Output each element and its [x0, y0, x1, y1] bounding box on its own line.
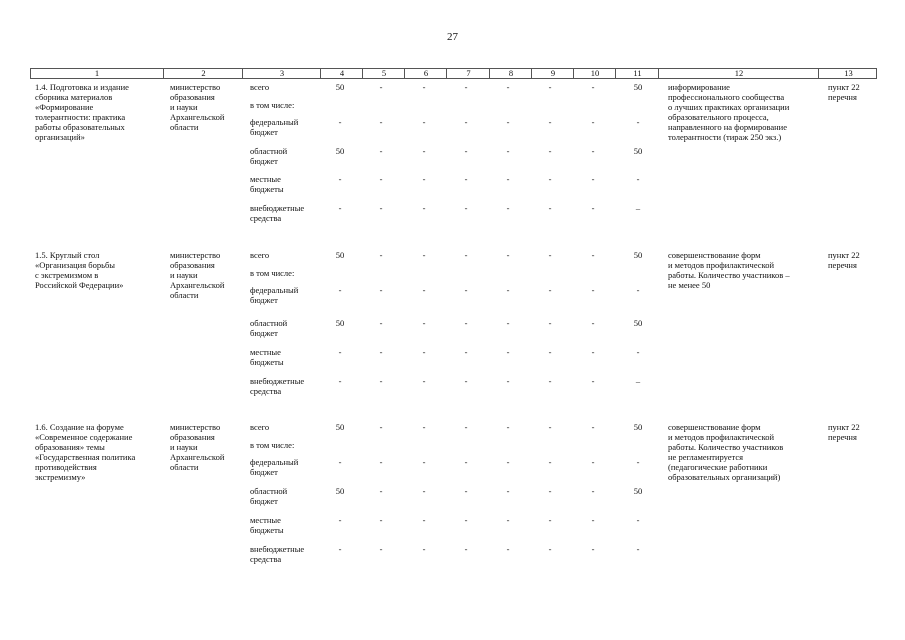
value-cell: –	[635, 376, 641, 386]
funding-source: всего	[250, 422, 270, 432]
value-cell: -	[506, 203, 510, 213]
value-cell: -	[422, 376, 426, 386]
value-cell: -	[464, 117, 468, 127]
value-cell: -	[591, 457, 595, 467]
value-cell: -	[636, 544, 640, 554]
value-cell: 50	[633, 250, 643, 260]
value-cell: -	[379, 376, 383, 386]
value-cell: -	[591, 515, 595, 525]
value-cell: -	[591, 285, 595, 295]
value-cell: -	[422, 285, 426, 295]
value-cell: -	[548, 515, 552, 525]
value-cell: 50	[335, 318, 345, 328]
funding-source: местные бюджеты	[250, 347, 284, 367]
column-header: 1	[94, 68, 100, 78]
column-header: 7	[446, 69, 490, 78]
value-cell: -	[422, 203, 426, 213]
value-cell: -	[464, 515, 468, 525]
value-cell: 50	[335, 250, 345, 260]
value-cell: -	[379, 318, 383, 328]
value-cell: -	[338, 285, 342, 295]
value-cell: -	[636, 174, 640, 184]
value-cell: -	[422, 117, 426, 127]
value-cell: -	[548, 347, 552, 357]
value-cell: 50	[633, 486, 643, 496]
value-cell: -	[338, 515, 342, 525]
value-cell: -	[464, 422, 468, 432]
column-header: 9	[531, 69, 574, 78]
funding-source: в том числе:	[250, 268, 295, 278]
value-cell: 50	[633, 422, 643, 432]
value-cell: -	[379, 285, 383, 295]
value-cell: -	[548, 250, 552, 260]
value-cell: -	[422, 422, 426, 432]
value-cell: -	[464, 347, 468, 357]
value-cell: -	[591, 544, 595, 554]
value-cell: -	[591, 82, 595, 92]
value-cell: 50	[633, 82, 643, 92]
value-cell: -	[464, 250, 468, 260]
column-header: 4	[320, 69, 363, 78]
value-cell: -	[548, 146, 552, 156]
value-cell: -	[636, 347, 640, 357]
value-cell: -	[506, 285, 510, 295]
funding-source: федеральный бюджет	[250, 117, 299, 137]
funding-source: областной бюджет	[250, 486, 288, 506]
activity-title: 1.4. Подготовка и издание сборника материалов «Формирование толерантности: практика работы образовательных организаций»	[35, 82, 129, 142]
value-cell: -	[636, 457, 640, 467]
value-cell: -	[506, 82, 510, 92]
column-header: 2	[163, 69, 243, 78]
value-cell: -	[506, 146, 510, 156]
value-cell: -	[422, 250, 426, 260]
value-cell: -	[464, 486, 468, 496]
value-cell: -	[338, 347, 342, 357]
value-cell: -	[548, 318, 552, 328]
column-header: 13	[818, 69, 878, 78]
reference: пункт 22 перечня	[828, 250, 860, 270]
value-cell: -	[338, 117, 342, 127]
column-header: 3	[242, 69, 321, 78]
value-cell: -	[464, 318, 468, 328]
expected-result: совершенствование форм и методов профилактической работы. Количество участников не регламентируется (педагогические работники образовательных организаций)	[668, 422, 784, 482]
value-cell: -	[591, 146, 595, 156]
value-cell: -	[464, 544, 468, 554]
funding-source: областной бюджет	[250, 146, 288, 166]
funding-source: местные бюджеты	[250, 174, 284, 194]
value-cell: -	[464, 285, 468, 295]
value-cell: 50	[335, 422, 345, 432]
value-cell: -	[338, 544, 342, 554]
value-cell: -	[506, 544, 510, 554]
value-cell: -	[379, 174, 383, 184]
value-cell: -	[591, 486, 595, 496]
executor: министерство образования и науки Архангельской области	[170, 422, 225, 472]
value-cell: -	[591, 347, 595, 357]
funding-source: федеральный бюджет	[250, 457, 299, 477]
value-cell: -	[548, 82, 552, 92]
value-cell: -	[338, 203, 342, 213]
value-cell: -	[506, 457, 510, 467]
value-cell: -	[379, 422, 383, 432]
funding-source: всего	[250, 250, 270, 260]
value-cell: -	[422, 486, 426, 496]
value-cell: -	[548, 544, 552, 554]
value-cell: 50	[633, 318, 643, 328]
value-cell: -	[548, 117, 552, 127]
value-cell: -	[422, 82, 426, 92]
value-cell: 50	[335, 486, 345, 496]
table-header-row	[30, 68, 877, 79]
value-cell: -	[464, 82, 468, 92]
value-cell: -	[422, 457, 426, 467]
funding-source: в том числе:	[250, 100, 295, 110]
value-cell: -	[338, 376, 342, 386]
reference: пункт 22 перечня	[828, 422, 860, 442]
value-cell: -	[591, 174, 595, 184]
expected-result: совершенствование форм и методов профилактической работы. Количество участников – не менее 50	[668, 250, 790, 290]
value-cell: -	[464, 457, 468, 467]
value-cell: -	[379, 82, 383, 92]
value-cell: -	[464, 174, 468, 184]
value-cell: 50	[335, 146, 345, 156]
value-cell: -	[548, 422, 552, 432]
value-cell: -	[636, 285, 640, 295]
value-cell: -	[636, 515, 640, 525]
column-header: 11	[615, 69, 659, 78]
value-cell: -	[591, 250, 595, 260]
value-cell: -	[422, 544, 426, 554]
value-cell: -	[422, 318, 426, 328]
value-cell: -	[379, 250, 383, 260]
executor: министерство образования и науки Архангельской области	[170, 250, 225, 300]
value-cell: -	[338, 457, 342, 467]
value-cell: -	[422, 146, 426, 156]
funding-source: федеральный бюджет	[250, 285, 299, 305]
reference: пункт 22 перечня	[828, 82, 860, 102]
funding-source: в том числе:	[250, 440, 295, 450]
value-cell: 50	[633, 146, 643, 156]
activity-title: 1.6. Создание на форуме «Современное содержание образования» темы «Государственная политика противодействия экстремизму»	[35, 422, 136, 482]
value-cell: -	[506, 422, 510, 432]
value-cell: -	[548, 457, 552, 467]
value-cell: -	[379, 203, 383, 213]
value-cell: -	[464, 146, 468, 156]
value-cell: -	[379, 457, 383, 467]
value-cell: -	[548, 376, 552, 386]
value-cell: -	[506, 174, 510, 184]
column-header: 10	[573, 69, 616, 78]
funding-source: внебюджетные средства	[250, 544, 305, 564]
value-cell: 50	[335, 82, 345, 92]
value-cell: -	[379, 117, 383, 127]
value-cell: –	[635, 203, 641, 213]
value-cell: -	[548, 174, 552, 184]
value-cell: -	[379, 486, 383, 496]
value-cell: -	[506, 347, 510, 357]
value-cell: -	[548, 486, 552, 496]
value-cell: -	[636, 117, 640, 127]
value-cell: -	[379, 347, 383, 357]
value-cell: -	[548, 203, 552, 213]
value-cell: -	[422, 347, 426, 357]
value-cell: -	[379, 515, 383, 525]
value-cell: -	[422, 174, 426, 184]
funding-source: всего	[250, 82, 270, 92]
executor: министерство образования и науки Архангельской области	[170, 82, 225, 132]
funding-source: местные бюджеты	[250, 515, 284, 535]
value-cell: -	[506, 376, 510, 386]
value-cell: -	[379, 544, 383, 554]
value-cell: -	[338, 174, 342, 184]
value-cell: -	[591, 422, 595, 432]
value-cell: -	[591, 318, 595, 328]
activity-title: 1.5. Круглый стол «Организация борьбы с экстремизмом в Российской Федерации»	[35, 250, 124, 290]
expected-result: информирование профессионального сообщества о лучших практиках организации образовательного процесса, направленного на формирование толерантности (тираж 250 экз.)	[668, 82, 790, 142]
value-cell: -	[591, 376, 595, 386]
value-cell: -	[464, 203, 468, 213]
funding-source: внебюджетные средства	[250, 203, 305, 223]
value-cell: -	[506, 318, 510, 328]
column-header: 6	[404, 69, 447, 78]
column-header: 8	[489, 69, 532, 78]
funding-source: внебюджетные средства	[250, 376, 305, 396]
column-header: 5	[362, 69, 405, 78]
value-cell: -	[506, 250, 510, 260]
value-cell: -	[506, 486, 510, 496]
value-cell: -	[464, 376, 468, 386]
value-cell: -	[506, 515, 510, 525]
value-cell: -	[506, 117, 510, 127]
value-cell: -	[422, 515, 426, 525]
value-cell: -	[379, 146, 383, 156]
value-cell: -	[591, 117, 595, 127]
value-cell: -	[548, 285, 552, 295]
value-cell: -	[591, 203, 595, 213]
column-header: 12	[658, 69, 819, 78]
page-number: 27	[447, 31, 458, 43]
funding-source: областной бюджет	[250, 318, 288, 338]
